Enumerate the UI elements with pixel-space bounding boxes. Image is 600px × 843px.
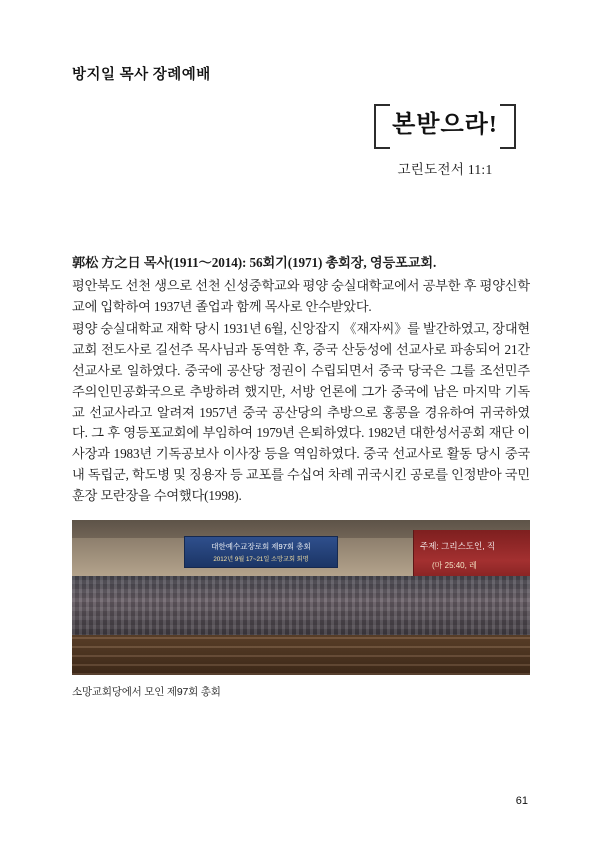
title-frame <box>374 104 516 149</box>
photo-figure <box>72 520 530 699</box>
frame-corner-bottom-right-icon <box>500 113 516 149</box>
biography-paragraph-1: 평안북도 선천 생으로 선천 신성중학교와 평양 숭실대학교에서 공부한 후 평양신학교에 입학하여 1937년 졸업과 함께 목사로 안수받았다. <box>72 278 530 315</box>
biography-lead: 郭松 方之日 목사(1911〜2014): 56회기(1971) 총회장, 영등포교회. <box>72 255 437 270</box>
title-block <box>355 104 535 178</box>
photo-crowd <box>72 576 530 638</box>
page-number: 61 <box>515 795 528 807</box>
photo-screen-line-2: (마 25:40, 레 <box>432 561 477 570</box>
photo-banner <box>184 536 338 568</box>
assembly-photograph <box>72 520 530 675</box>
biography-paragraph-2: 평양 숭실대학교 재학 당시 1931년 6월, 신앙잡지 《재자씨》를 발간하였고, 장대현교회 전도사로 길선주 목사님과 동역한 후, 중국 산둥성에 선교사로 파송되어 21간 선교사로 일하였다. 중국에 공산당 정권이 수립되면서 중국 당국은 그를 조선민주주의인민공화국으로 추방하려 했지만, 서방 언론에 그가 중국에 남은 마지막 기독교 선교사라고 알려져 1957년 중국 공산당의 추방으로 홍콩을 경유하여 귀국하였다. 그 후 영등포교회에 부임하여 1979년 은퇴하였다. 1982년 대한성서공회 재단 이사장과 1983년 기독공보사 이사장 등을 역임하였다. 중국 선교사로 활동 당시 중국 내 독립군, 학도병 및 징용자 등 교포를 수십여 차례 귀국시킨 공로를 인정받아 국민훈장 모란장을 수여했다(1998). <box>72 321 530 504</box>
photo-screen-line-1: 주제: 그리스도인, 직 <box>420 541 496 551</box>
running-head: 방지일 목사 장례예배 <box>72 67 211 83</box>
photo-caption: 소망교회당에서 모인 제97회 총회 <box>72 686 221 698</box>
photo-banner-line-2: 2012년 9월 17~21일 소망교회 회명 <box>213 556 309 563</box>
page-title: 본받으라! <box>392 112 498 138</box>
scripture-reference: 고린도전서 11:1 <box>397 161 493 177</box>
photo-banner-line-1: 대한예수교장로회 제97회 총회 <box>211 542 311 551</box>
frame-corner-bottom-left-icon <box>374 113 390 149</box>
body-text <box>72 253 530 508</box>
photo-pews <box>72 635 530 675</box>
